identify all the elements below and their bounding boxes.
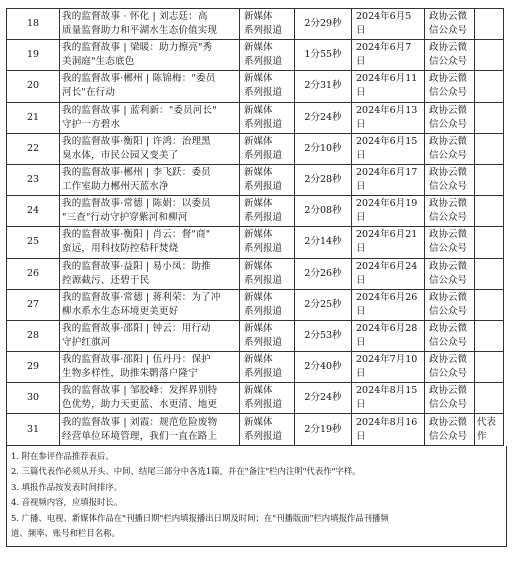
work-duration: 2分19秒 [295,414,352,445]
publish-date [352,289,425,320]
publish-date [352,258,425,289]
work-title-line: 我的监督故事·常德 | 陈娟：以委员 [62,198,211,210]
publisher-line: 政协云微 [429,167,468,179]
publisher-line: 信公众号 [429,305,468,317]
publish-date-line: 2024年8月15 [356,385,418,397]
remark [475,9,504,40]
publisher [425,320,475,351]
work-type-line: 新媒体 [244,385,273,397]
row-number: 25 [7,227,60,258]
work-title-line: 我的监督故事 | 刘霞：规范危险废物 [62,416,218,428]
work-type-line: 系列报道 [244,243,283,255]
work-title [60,9,240,40]
publisher-line: 政协云微 [429,42,468,54]
publisher [425,133,475,164]
works-list-document [6,8,521,547]
publish-date-line: 日 [356,274,366,286]
publish-date-line: 2024年6月24 [356,260,418,272]
publisher-line: 信公众号 [429,118,468,130]
row-number: 18 [7,9,60,40]
publisher-line: 政协云微 [429,135,468,147]
publisher-line: 信公众号 [429,274,468,286]
publisher-line: 政协云微 [429,291,468,303]
remark [475,320,504,351]
publish-date-line: 日 [356,430,366,442]
work-title-line: 控源截污、还碧于民 [62,274,150,286]
work-title [60,352,240,383]
publish-date [352,40,425,71]
work-duration: 2分24秒 [295,383,352,414]
publish-date [352,133,425,164]
publish-date [352,227,425,258]
work-duration: 2分08秒 [295,196,352,227]
publisher-line: 政协云微 [429,11,468,23]
work-type-line: 新媒体 [244,354,273,366]
row-number: 27 [7,289,60,320]
publish-date [352,196,425,227]
table-row [7,352,504,383]
work-title-line: 我的监督故事·邵阳 | 钟云：用行动 [62,322,211,334]
row-number: 31 [7,414,60,445]
note-line: 1. 附在参评作品推荐表后。 [11,450,114,461]
work-title-line: 工作室助力郴州天蓝水净 [62,181,169,193]
work-type-line: 系列报道 [244,181,283,193]
row-number: 23 [7,164,60,195]
publish-date-line: 2024年6月5 [356,11,412,23]
publish-date [352,352,425,383]
work-title-line: 我的监督故事·衡阳 | 肖云：督"商" [62,229,211,241]
publish-date-line: 日 [356,149,366,161]
publisher-line: 信公众号 [429,181,468,193]
notes-section [6,446,507,547]
work-duration: 2分14秒 [295,227,352,258]
publisher-line: 信公众号 [429,243,468,255]
publisher [425,9,475,40]
work-title-line: 我的监督故事 | 邹胶峰：发挥界别特 [62,385,218,397]
work-duration: 2分31秒 [295,71,352,102]
remark [475,383,504,414]
note-line: 5. 广播、电视、新媒体作品在"刊播日期"栏内填报播出日期及时间；在"刊播版面"栏内填报作品刊播频 [11,512,389,523]
work-title-line: 蛮远，用科技防控秸秆焚烧 [62,243,179,255]
publish-date-line: 2024年6月19 [356,198,418,210]
work-type-line: 新媒体 [244,11,273,23]
work-type-line: 系列报道 [244,430,283,442]
work-title-line: 我的监督故事·邵阳 | 伍丹丹：保护 [62,354,211,366]
publish-date-line: 日 [356,336,366,348]
remark [475,196,504,227]
publish-date-line: 2024年6月17 [356,167,418,179]
work-type [240,414,295,445]
publisher-line: 信公众号 [429,336,468,348]
publish-date-line: 日 [356,56,366,68]
publish-date-line: 日 [356,399,366,411]
publisher [425,40,475,71]
work-type-line: 新媒体 [244,135,273,147]
remark [475,102,504,133]
publish-date [352,71,425,102]
remark [475,258,504,289]
work-title [60,40,240,71]
publisher-line: 信公众号 [429,368,468,380]
publish-date-line: 日 [356,243,366,255]
table-row [7,320,504,351]
work-title [60,320,240,351]
publisher [425,196,475,227]
work-title [60,164,240,195]
work-title-line: 我的监督故事 | 蓝利新："委员河长" [62,104,217,116]
publisher-line: 政协云微 [429,322,468,334]
work-type [240,102,295,133]
work-type-line: 系列报道 [244,274,283,286]
work-title-line: 柳水系水生态环境更美更好 [62,305,179,317]
table-row [7,258,504,289]
work-type-line: 系列报道 [244,336,283,348]
publisher-line: 政协云微 [429,260,468,272]
publish-date-line: 2024年6月11 [356,73,418,85]
work-title-line: 我的监督故事·郴州 | 陈锦梅："委员 [62,73,216,85]
publish-date-line: 2024年6月7 [356,42,412,54]
work-title-line: 质量监督助力和平湖水生态价值实现 [62,25,218,37]
work-type-line: 新媒体 [244,167,273,179]
works-table-body [7,9,504,446]
work-duration: 2分53秒 [295,320,352,351]
publish-date-line: 日 [356,212,366,224]
work-title [60,227,240,258]
publisher-line: 信公众号 [429,430,468,442]
publisher-line: 政协云微 [429,385,468,397]
table-row [7,133,504,164]
publish-date-line: 2024年7月10 [356,354,418,366]
work-duration: 2分25秒 [295,289,352,320]
work-title-line: 臭水体，市民公园又变美了 [62,149,179,161]
publish-date [352,9,425,40]
work-type [240,196,295,227]
publish-date-line: 日 [356,368,366,380]
work-type-line: 系列报道 [244,212,283,224]
remark [475,352,504,383]
publisher-line: 信公众号 [429,149,468,161]
publish-date-line: 2024年6月26 [356,291,418,303]
publisher-line: 信公众号 [429,25,468,37]
work-title [60,71,240,102]
row-number: 24 [7,196,60,227]
publisher [425,352,475,383]
work-title [60,133,240,164]
work-title-line: 守护红旗河 [62,336,111,348]
work-title [60,414,240,445]
work-type [240,289,295,320]
table-row [7,102,504,133]
work-title-line: 河长"在行动 [62,87,116,99]
work-duration: 2分29秒 [295,9,352,40]
remark [475,164,504,195]
work-type-line: 系列报道 [244,368,283,380]
work-type-line: 系列报道 [244,305,283,317]
work-type [240,133,295,164]
work-duration: 2分40秒 [295,352,352,383]
work-type-line: 新媒体 [244,260,273,272]
table-row [7,9,504,40]
publisher-line: 政协云微 [429,229,468,241]
publish-date [352,320,425,351]
row-number: 20 [7,71,60,102]
publish-date-line: 日 [356,25,366,37]
work-type-line: 系列报道 [244,25,283,37]
publisher-line: 政协云微 [429,73,468,85]
publish-date [352,383,425,414]
work-title-line: 我的监督故事·衡阳 | 许鸿：治理黑 [62,135,211,147]
row-number: 28 [7,320,60,351]
publisher [425,71,475,102]
publisher-line: 政协云微 [429,104,468,116]
work-type [240,258,295,289]
work-type [240,9,295,40]
publish-date-line: 2024年6月28 [356,322,418,334]
remark [475,133,504,164]
publisher-line: 政协云微 [429,416,468,428]
work-type [240,352,295,383]
work-type-line: 系列报道 [244,399,283,411]
works-table [6,8,504,446]
work-title [60,258,240,289]
publisher [425,227,475,258]
work-type-line: 新媒体 [244,73,273,85]
publisher-line: 政协云微 [429,354,468,366]
publisher [425,258,475,289]
work-title-line: 我的监督故事 | 梁暖：助力擦亮"秀 [62,42,213,54]
publisher [425,102,475,133]
work-duration: 2分28秒 [295,164,352,195]
work-type-line: 新媒体 [244,42,273,54]
work-title-line: 美洞庭"生态底色 [62,56,135,68]
publisher-line: 信公众号 [429,56,468,68]
publisher [425,383,475,414]
work-type [240,227,295,258]
work-title-line: 我的监督故事·益阳 | 易小凤：助推 [62,260,211,272]
work-type [240,383,295,414]
note-line: 道、频率、账号和栏目名称。 [11,528,120,539]
publish-date-line: 日 [356,118,366,130]
table-row [7,289,504,320]
publish-date-line: 日 [356,305,366,317]
work-title-line: 我的监督故事·郴州 | 李飞跃：委员 [62,167,211,179]
work-title-line: 我的监督故事·常德 | 蒋利荣：为了冲 [62,291,221,303]
table-row [7,383,504,414]
row-number: 26 [7,258,60,289]
publish-date [352,164,425,195]
publisher-line: 信公众号 [429,212,468,224]
work-type-line: 新媒体 [244,291,273,303]
row-number: 29 [7,352,60,383]
work-type-line: 系列报道 [244,87,283,99]
note-line: 4. 音视频内容，应填报时长。 [11,497,123,508]
table-row [7,196,504,227]
work-type [240,320,295,351]
work-type-line: 系列报道 [244,118,283,130]
table-row [7,71,504,102]
publish-date [352,102,425,133]
publisher-line: 信公众号 [429,399,468,411]
remark [475,227,504,258]
remark [475,289,504,320]
publisher [425,414,475,445]
remark [475,71,504,102]
note-line: 2. 三篇代表作必须从开头、中间、结尾三部分中各选1篇，并在"备注"栏内注明"代表作"字样。 [11,466,361,477]
work-title [60,383,240,414]
work-duration: 1分55秒 [295,40,352,71]
work-title-line: 守护一方碧水 [62,118,121,130]
table-row [7,40,504,71]
remark [475,40,504,71]
work-title-line: 生物多样性，助推朱鹮落户隆宁 [62,368,198,380]
work-type [240,40,295,71]
publish-date-line: 日 [356,87,366,99]
row-number: 19 [7,40,60,71]
work-duration: 2分10秒 [295,133,352,164]
row-number: 22 [7,133,60,164]
publish-date-line: 2024年6月21 [356,229,418,241]
work-type-line: 新媒体 [244,104,273,116]
publisher-line: 信公众号 [429,87,468,99]
work-type-line: 新媒体 [244,322,273,334]
publisher-line: 政协云微 [429,198,468,210]
work-type [240,164,295,195]
work-title [60,196,240,227]
row-number: 30 [7,383,60,414]
note-line: 3. 填报作品按发表时间排序。 [11,481,123,492]
publish-date-line: 2024年6月15 [356,135,418,147]
publisher [425,164,475,195]
row-number: 21 [7,102,60,133]
work-duration: 2分24秒 [295,102,352,133]
work-type [240,71,295,102]
work-type-line: 新媒体 [244,198,273,210]
work-title [60,289,240,320]
work-type-line: 系列报道 [244,149,283,161]
table-row [7,414,504,445]
publish-date-line: 日 [356,181,366,193]
remark: 代表作 [475,414,504,445]
work-type-line: 新媒体 [244,229,273,241]
publisher [425,289,475,320]
work-duration: 2分26秒 [295,258,352,289]
work-type-line: 系列报道 [244,56,283,68]
work-title-line: 我的监督故事 · 怀化 | 刘志廷：高 [62,11,208,23]
work-title-line: 经营单位环境管理，我们一直在路上 [62,430,218,442]
work-title-line: "三查"行动守护穿紫河和柳河 [62,212,188,224]
work-title-line: 色优势，助力天更蓝、水更清、地更 [62,399,218,411]
work-title [60,102,240,133]
publish-date-line: 2024年8月16 [356,416,418,428]
publish-date [352,414,425,445]
publish-date-line: 2024年6月13 [356,104,418,116]
work-type-line: 新媒体 [244,416,273,428]
table-row [7,164,504,195]
table-row [7,227,504,258]
